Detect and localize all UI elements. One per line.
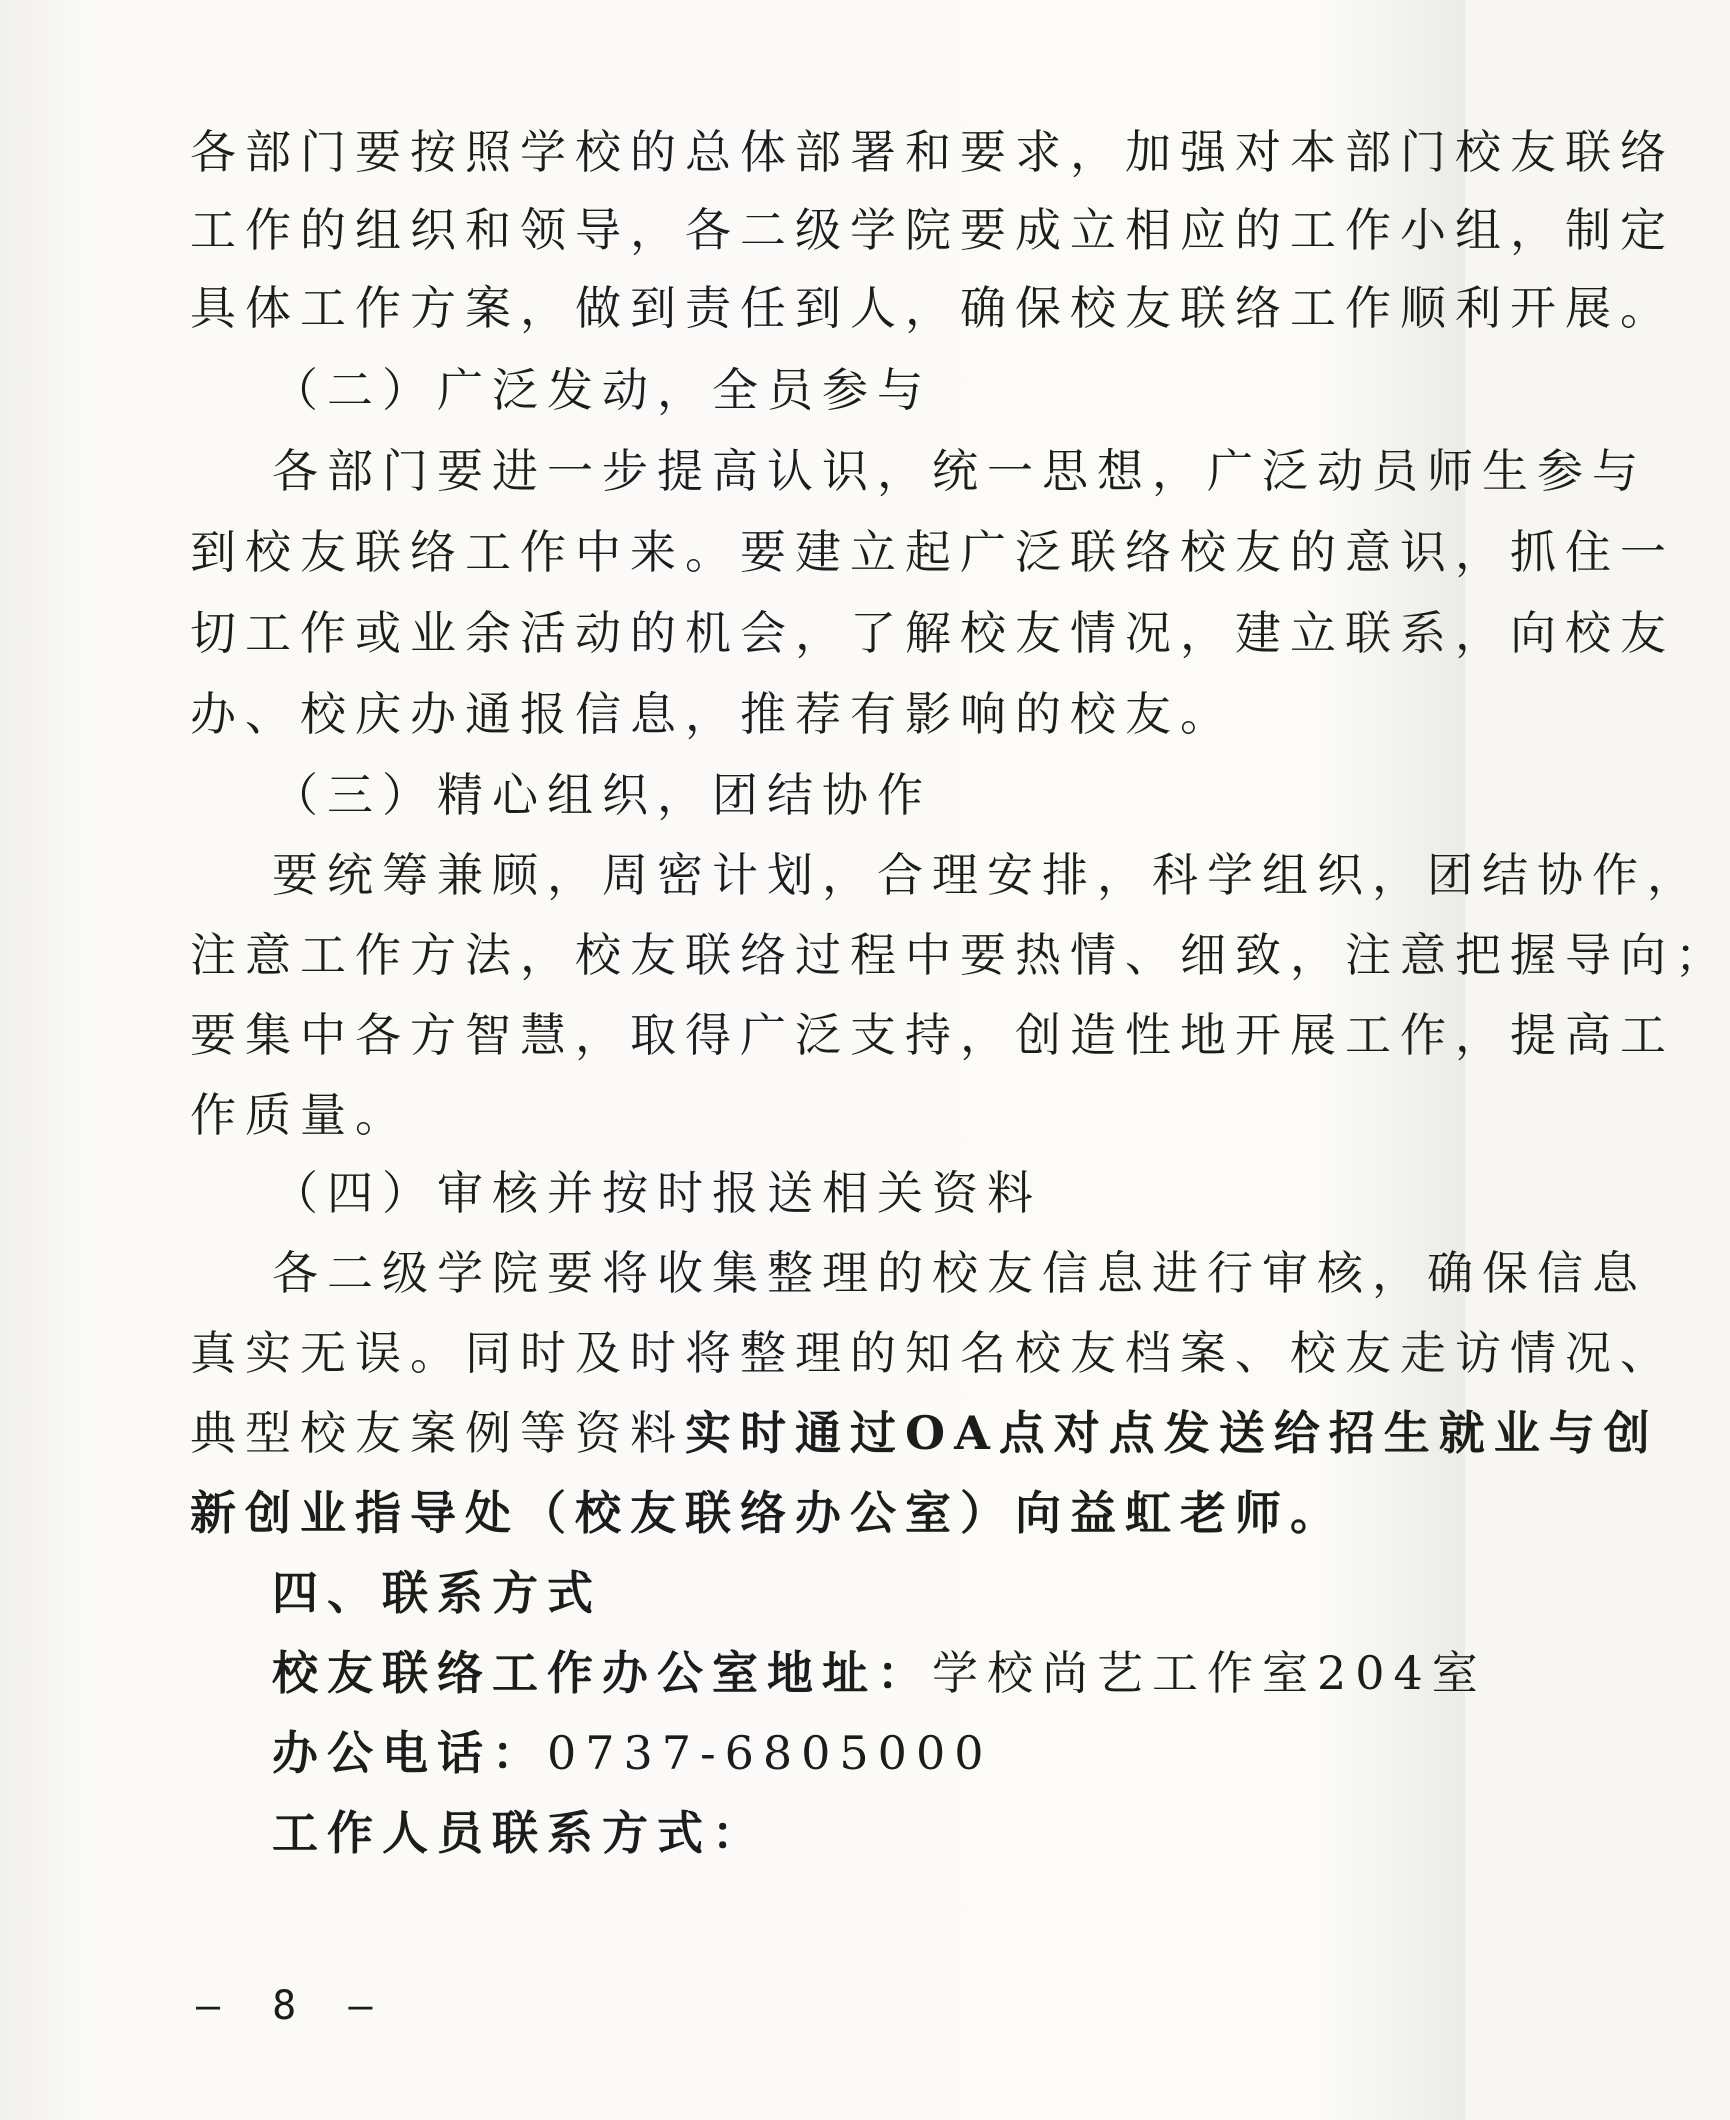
phone-row [272,1723,992,1783]
subsection-heading: （四）审核并按时报送相关资料 [272,1166,1042,1220]
section-heading: 四、联系方式 [272,1566,602,1620]
paragraph-line: 真实无误。同时及时将整理的知名校友档案、校友走访情况、 [190,1326,1675,1380]
paragraph-line [190,1403,1659,1463]
paragraph-line: 到校友联络工作中来。要建立起广泛联络校友的意识，抓住一 [190,525,1675,579]
address-row [272,1643,1487,1703]
subsection-heading: （二）广泛发动，全员参与 [272,363,932,417]
phone-label: 办公电话： [272,1726,547,1780]
paragraph-line: 各二级学院要将收集整理的校友信息进行审核，确保信息 [272,1246,1647,1300]
staff-contact-label: 工作人员联系方式： [272,1806,767,1860]
paragraph-line: 办、校庆办通报信息，推荐有影响的校友。 [190,687,1235,741]
paragraph-line: 工作的组织和领导，各二级学院要成立相应的工作小组，制定 [190,203,1675,257]
paragraph-line: 具体工作方案，做到责任到人，确保校友联络工作顺利开展。 [190,281,1675,335]
paragraph-line: 要统筹兼顾，周密计划，合理安排，科学组织，团结协作， [272,848,1702,902]
phone-value: 0737-6805000 [547,1726,993,1780]
paragraph-line: 要集中各方智慧，取得广泛支持，创造性地开展工作，提高工 [190,1008,1675,1062]
paragraph-line: 切工作或业余活动的机会，了解校友情况，建立联系，向校友 [190,606,1675,660]
address-value: 学校尚艺工作室204室 [932,1646,1487,1700]
paragraph-line: 作质量。 [190,1088,410,1142]
paragraph-line: 注意工作方法，校友联络过程中要热情、细致，注意把握导向； [190,928,1730,982]
page-number: — 8 — [196,1983,387,2029]
paragraph-text-bold: 实时通过OA点对点发送给招生就业与创 [685,1406,1659,1460]
paragraph-line: 各部门要按照学校的总体部署和要求，加强对本部门校友联络 [190,125,1675,179]
address-label: 校友联络工作办公室地址： [272,1646,932,1700]
paragraph-line-bold: 新创业指导处（校友联络办公室）向益虹老师。 [190,1486,1345,1540]
subsection-heading: （三）精心组织，团结协作 [272,768,932,822]
paragraph-line: 各部门要进一步提高认识，统一思想，广泛动员师生参与 [272,444,1647,498]
paragraph-text: 典型校友案例等资料 [190,1406,685,1460]
